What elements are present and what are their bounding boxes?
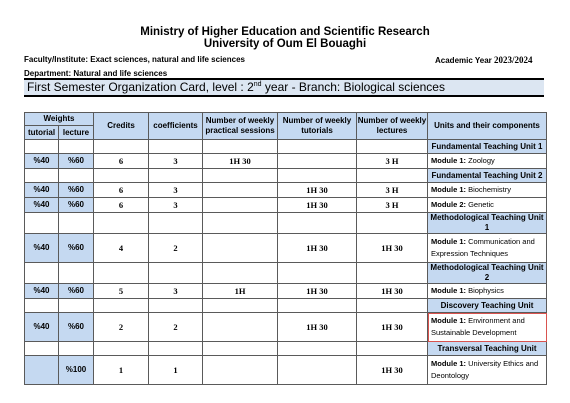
empty-cell <box>357 213 428 234</box>
empty-cell <box>59 342 94 356</box>
empty-cell <box>278 299 357 313</box>
practical-cell <box>203 198 278 213</box>
module-row <box>25 198 547 213</box>
unit-row <box>25 140 547 154</box>
lecture-weight: %60 <box>59 198 94 213</box>
module-cell <box>428 198 547 213</box>
module-name: Zoology <box>466 156 495 165</box>
empty-cell <box>357 263 428 284</box>
module-cell <box>428 356 547 385</box>
empty-cell <box>203 140 278 154</box>
lecture-weight: %60 <box>59 154 94 169</box>
tutorials-cell: 1H 30 <box>278 183 357 198</box>
coefficient-cell: 3 <box>149 284 203 299</box>
academic-year-value: 2023/2024 <box>494 55 533 65</box>
tutorial-header: tutorial <box>25 126 59 140</box>
lectures-cell: 3 H <box>357 198 428 213</box>
credits-cell: 6 <box>94 183 149 198</box>
empty-cell <box>59 299 94 313</box>
empty-cell <box>203 263 278 284</box>
module-name: Biochemistry <box>466 185 512 194</box>
lectures-cell: 1H 30 <box>357 234 428 263</box>
empty-cell <box>357 342 428 356</box>
unit-name: Fundamental Teaching Unit 1 <box>428 140 547 154</box>
credits-cell: 4 <box>94 234 149 263</box>
practical-cell <box>203 313 278 342</box>
empty-cell <box>203 169 278 183</box>
module-label: Module 1: <box>431 237 466 246</box>
credits-cell: 5 <box>94 284 149 299</box>
module-row <box>25 356 547 385</box>
tutorials-cell <box>278 154 357 169</box>
module-row <box>25 284 547 299</box>
unit-name: Methodological Teaching Unit 2 <box>428 263 547 284</box>
empty-cell <box>203 299 278 313</box>
module-cell <box>428 183 547 198</box>
empty-cell <box>94 342 149 356</box>
unit-name: Fundamental Teaching Unit 2 <box>428 169 547 183</box>
empty-cell <box>278 169 357 183</box>
empty-cell <box>149 263 203 284</box>
practical-cell: 1H 30 <box>203 154 278 169</box>
weights-header: Weights <box>25 113 94 126</box>
empty-cell <box>149 213 203 234</box>
module-row <box>25 183 547 198</box>
module-label: Module 1: <box>431 359 466 368</box>
empty-cell <box>149 140 203 154</box>
tutorial-weight: %40 <box>25 183 59 198</box>
tutorials-cell: 1H 30 <box>278 234 357 263</box>
coefficient-cell: 2 <box>149 234 203 263</box>
tutorials-header: Number of weekly tutorials <box>278 113 357 140</box>
empty-cell <box>94 263 149 284</box>
empty-cell <box>278 140 357 154</box>
module-cell <box>428 234 547 263</box>
lecture-header: lecture <box>59 126 94 140</box>
credits-cell: 1 <box>94 356 149 385</box>
empty-cell <box>149 299 203 313</box>
module-label: Module 1: <box>431 286 466 295</box>
tutorial-weight: %40 <box>25 154 59 169</box>
lecture-weight: %60 <box>59 183 94 198</box>
empty-cell <box>357 140 428 154</box>
unit-name: Discovery Teaching Unit <box>428 299 547 313</box>
module-name: Environment and Sustainable Development <box>431 316 525 337</box>
coefficient-cell: 3 <box>149 198 203 213</box>
academic-year <box>435 55 533 65</box>
unit-row <box>25 342 547 356</box>
faculty-label: Faculty/Institute: Exact sciences, natural and life sciences <box>24 55 245 64</box>
module-name: Communication and Expression Techniques <box>431 237 535 258</box>
empty-cell <box>357 299 428 313</box>
semester-banner <box>24 78 544 97</box>
module-name: University Ethics and Deontology <box>431 359 539 380</box>
unit-row <box>25 263 547 284</box>
tutorial-weight: %40 <box>25 284 59 299</box>
practical-cell <box>203 356 278 385</box>
lecture-weight: %60 <box>59 234 94 263</box>
empty-cell <box>357 169 428 183</box>
module-label: Module 1: <box>431 185 466 194</box>
empty-cell <box>59 263 94 284</box>
empty-cell <box>25 140 59 154</box>
coefficients-header: coefficients <box>149 113 203 140</box>
credits-cell: 6 <box>94 198 149 213</box>
empty-cell <box>25 213 59 234</box>
unit-row <box>25 213 547 234</box>
lectures-cell: 1H 30 <box>357 356 428 385</box>
module-row <box>25 313 547 342</box>
coefficient-cell: 3 <box>149 183 203 198</box>
empty-cell <box>25 299 59 313</box>
practical-cell: 1H <box>203 284 278 299</box>
module-label: Module 2: <box>431 200 466 209</box>
empty-cell <box>94 169 149 183</box>
empty-cell <box>203 342 278 356</box>
module-cell <box>428 313 547 342</box>
module-row <box>25 154 547 169</box>
lecture-weight: %60 <box>59 313 94 342</box>
tutorials-cell <box>278 356 357 385</box>
lecture-weight: %100 <box>59 356 94 385</box>
empty-cell <box>149 342 203 356</box>
module-cell <box>428 154 547 169</box>
practical-header: Number of weekly practical sessions <box>203 113 278 140</box>
banner-text-end: year - Branch: Biological sciences <box>261 80 445 94</box>
practical-cell <box>203 234 278 263</box>
tutorial-weight: %40 <box>25 234 59 263</box>
empty-cell <box>94 140 149 154</box>
unit-name: Methodological Teaching Unit 1 <box>428 213 547 234</box>
credits-cell: 2 <box>94 313 149 342</box>
tutorial-weight: %40 <box>25 313 59 342</box>
module-name: Biophysics <box>466 286 504 295</box>
lecture-weight: %60 <box>59 284 94 299</box>
credits-cell: 6 <box>94 154 149 169</box>
unit-name: Transversal Teaching Unit <box>428 342 547 356</box>
banner-text: First Semester Organization Card, level : 2 <box>27 80 254 94</box>
empty-cell <box>25 342 59 356</box>
tutorial-weight <box>25 356 59 385</box>
units-header: Units and their components <box>428 113 547 140</box>
organization-table <box>24 112 547 385</box>
ministry-title: Ministry of Higher Education and Scientific Research <box>140 26 430 38</box>
lectures-header: Number of weekly lectures <box>357 113 428 140</box>
lectures-cell: 3 H <box>357 183 428 198</box>
practical-cell <box>203 183 278 198</box>
university-title: University of Oum El Bouaghi <box>203 38 367 50</box>
coefficient-cell: 1 <box>149 356 203 385</box>
credits-header: Credits <box>94 113 149 140</box>
module-label: Module 1: <box>431 316 466 325</box>
coefficient-cell: 3 <box>149 154 203 169</box>
empty-cell <box>203 213 278 234</box>
empty-cell <box>59 169 94 183</box>
lectures-cell: 1H 30 <box>357 284 428 299</box>
empty-cell <box>25 263 59 284</box>
tutorial-weight: %40 <box>25 198 59 213</box>
empty-cell <box>278 213 357 234</box>
module-cell <box>428 284 547 299</box>
tutorials-cell: 1H 30 <box>278 284 357 299</box>
academic-year-label: Academic Year <box>435 56 492 65</box>
empty-cell <box>59 140 94 154</box>
module-name: Genetic <box>466 200 494 209</box>
module-label: Module 1: <box>431 156 466 165</box>
lectures-cell: 3 H <box>357 154 428 169</box>
lectures-cell: 1H 30 <box>357 313 428 342</box>
coefficient-cell: 2 <box>149 313 203 342</box>
empty-cell <box>25 169 59 183</box>
unit-row <box>25 169 547 183</box>
header-row <box>25 113 547 126</box>
empty-cell <box>149 169 203 183</box>
empty-cell <box>278 263 357 284</box>
empty-cell <box>94 299 149 313</box>
banner-superscript: nd <box>253 81 262 88</box>
tutorials-cell: 1H 30 <box>278 313 357 342</box>
department-label: Department: Natural and life sciences <box>24 69 168 78</box>
unit-row <box>25 299 547 313</box>
empty-cell <box>59 213 94 234</box>
module-row <box>25 234 547 263</box>
tutorials-cell: 1H 30 <box>278 198 357 213</box>
empty-cell <box>278 342 357 356</box>
empty-cell <box>94 213 149 234</box>
